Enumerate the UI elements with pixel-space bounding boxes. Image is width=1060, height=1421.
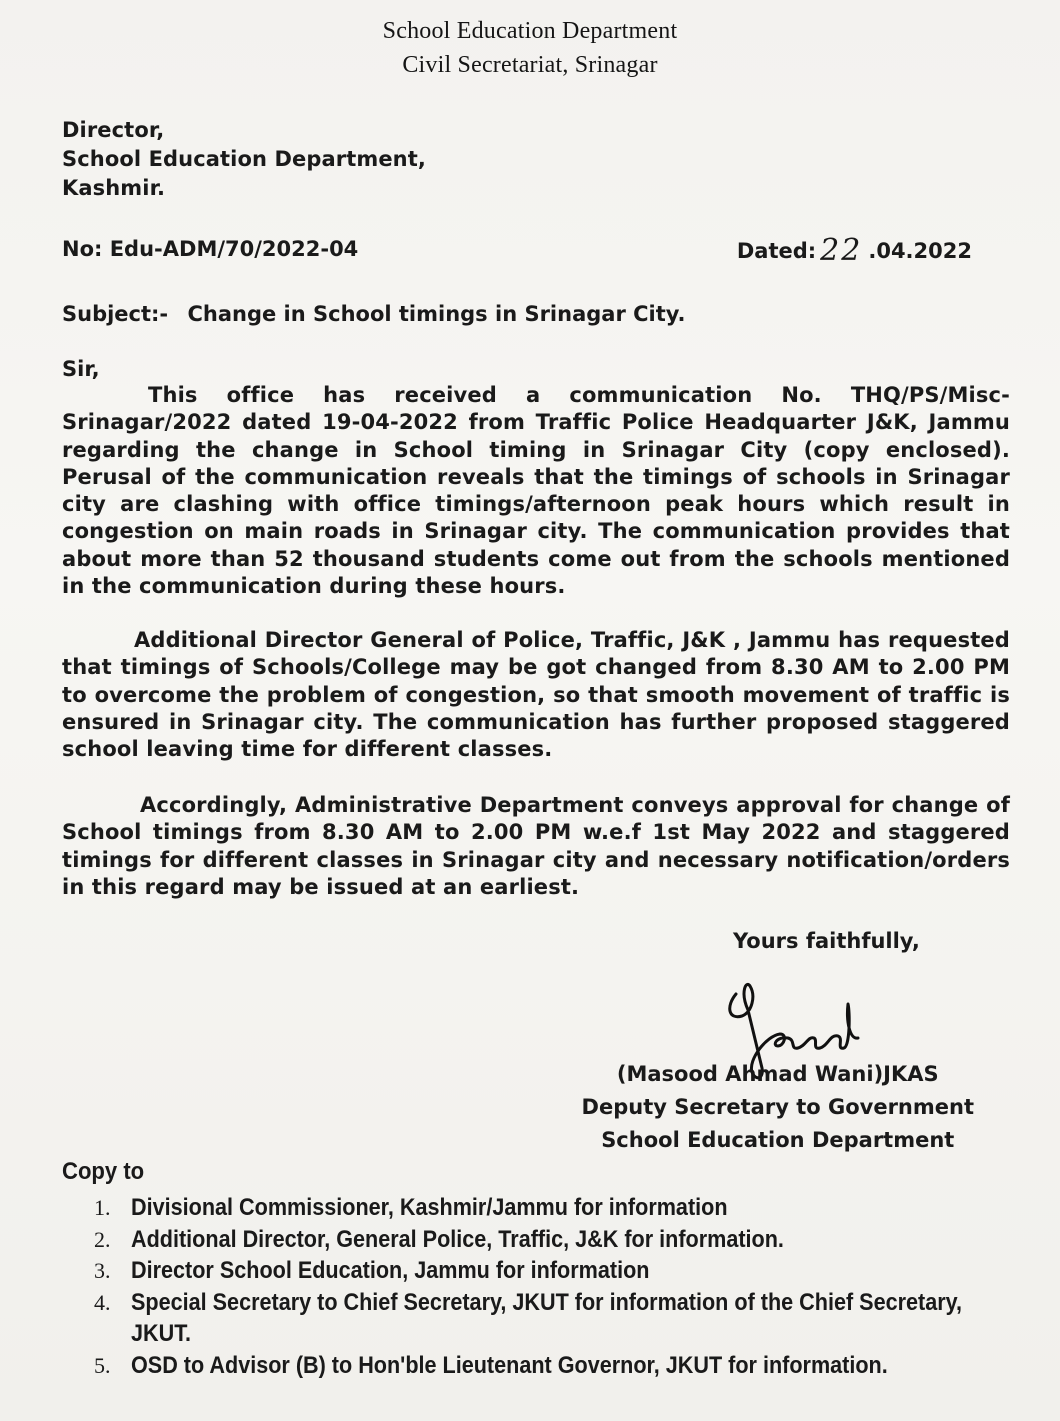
list-item [94,1192,1024,1224]
recipient-line-3: Kashmir. [62,176,166,200]
recipient-line-1: Director, [62,118,165,142]
recipient-line-2: School Education Department, [62,147,426,171]
copy-to-label: Copy to [62,1158,145,1185]
subject-label: Subject:- [62,302,169,326]
signatory-designation: Deputy Secretary to Government [581,1095,974,1119]
list-item-text: Special Secretary to Chief Secretary, JKUT for information of the Chief Secretary, JKUT. [131,1288,963,1347]
list-item-number: 5. [94,1352,111,1378]
paragraph-1-text-a: This office has received a communication No. THQ/PS/Misc-Srinagar/2022 dated 19-04-2022 from Traffic Police Headquarter J&K, Jammu regarding the change in School timing in Srinagar City [62,383,1010,462]
reference-number: No: Edu-ADM/70/2022-04 [62,237,359,261]
list-item [94,1287,1024,1350]
paragraph-3-text: Accordingly, Administrative Department conveys approval for change of School timings from 8.30 AM to 2.00 PM w.e.f 1st May 2022 and staggered timings for different classes in Srinagar city and necessary notification/orders in this regard may be issued at an earliest. [62,793,1010,899]
recipient-address [62,116,426,203]
list-item-text: Divisional Commissioner, Kashmir/Jammu for information [131,1194,728,1221]
list-item [94,1224,1024,1256]
dated-label: Dated: [736,239,817,263]
list-item-number: 4. [94,1289,111,1315]
list-item-number: 1. [94,1195,111,1220]
copy-to-list [94,1192,1024,1381]
reference-date [737,234,972,266]
signatory-department: School Education Department [601,1128,955,1152]
paragraph-1-bold: (copy enclosed) [803,437,1002,462]
letterhead-office: Civil Secretariat, Srinagar [402,52,658,78]
paragraph-1-text-b: . Perusal of the communication reveals that the timings of schools in Srinagar city are clashing with office timings/afternoon peak hours which result in congestion on main roads in Srinagar city. The communication provides that about more than 52 thousand students come out from the schools mentioned in the communication during these hours. [62,437,1010,599]
subject-text: Change in School timings in Srinagar City. [187,302,686,326]
list-item-text: Additional Director, General Police, Traffic, J&K for information. [131,1225,784,1253]
closing: Yours faithfully, [733,929,920,953]
subject-line [62,299,686,329]
letterhead-department: School Education Department [382,18,678,44]
list-item-number: 3. [94,1258,111,1283]
list-item [94,1255,1024,1287]
paragraph-2-text: Additional Director General of Police, Traffic, J&K , Jammu has requested that timings of Schools/College may be got changed from 8.30 AM to 2.00 PM to overcome the problem of congestion, so that smooth movement of traffic is ensured in Srinagar city. The communication has further proposed staggered school leaving time for different classes. [62,628,1010,762]
salutation: Sir, [62,357,100,381]
letterhead [0,14,1060,82]
list-item-number: 2. [94,1226,111,1252]
dated-rest: .04.2022 [868,239,972,263]
paragraph-2 [62,627,1010,763]
signatory-block [582,1058,974,1157]
paragraph-1 [62,382,1010,600]
list-item-text: OSD to Advisor (B) to Hon'ble Lieutenant Governor, JKUT for information. [131,1351,888,1379]
signatory-name: (Masood Ahmad Wani)JKAS [616,1062,939,1086]
dated-day-handwritten: 22 [820,233,863,268]
paragraph-3 [62,792,1010,901]
list-item [94,1350,1024,1382]
list-item-text: Director School Education, Jammu for information [131,1257,650,1284]
